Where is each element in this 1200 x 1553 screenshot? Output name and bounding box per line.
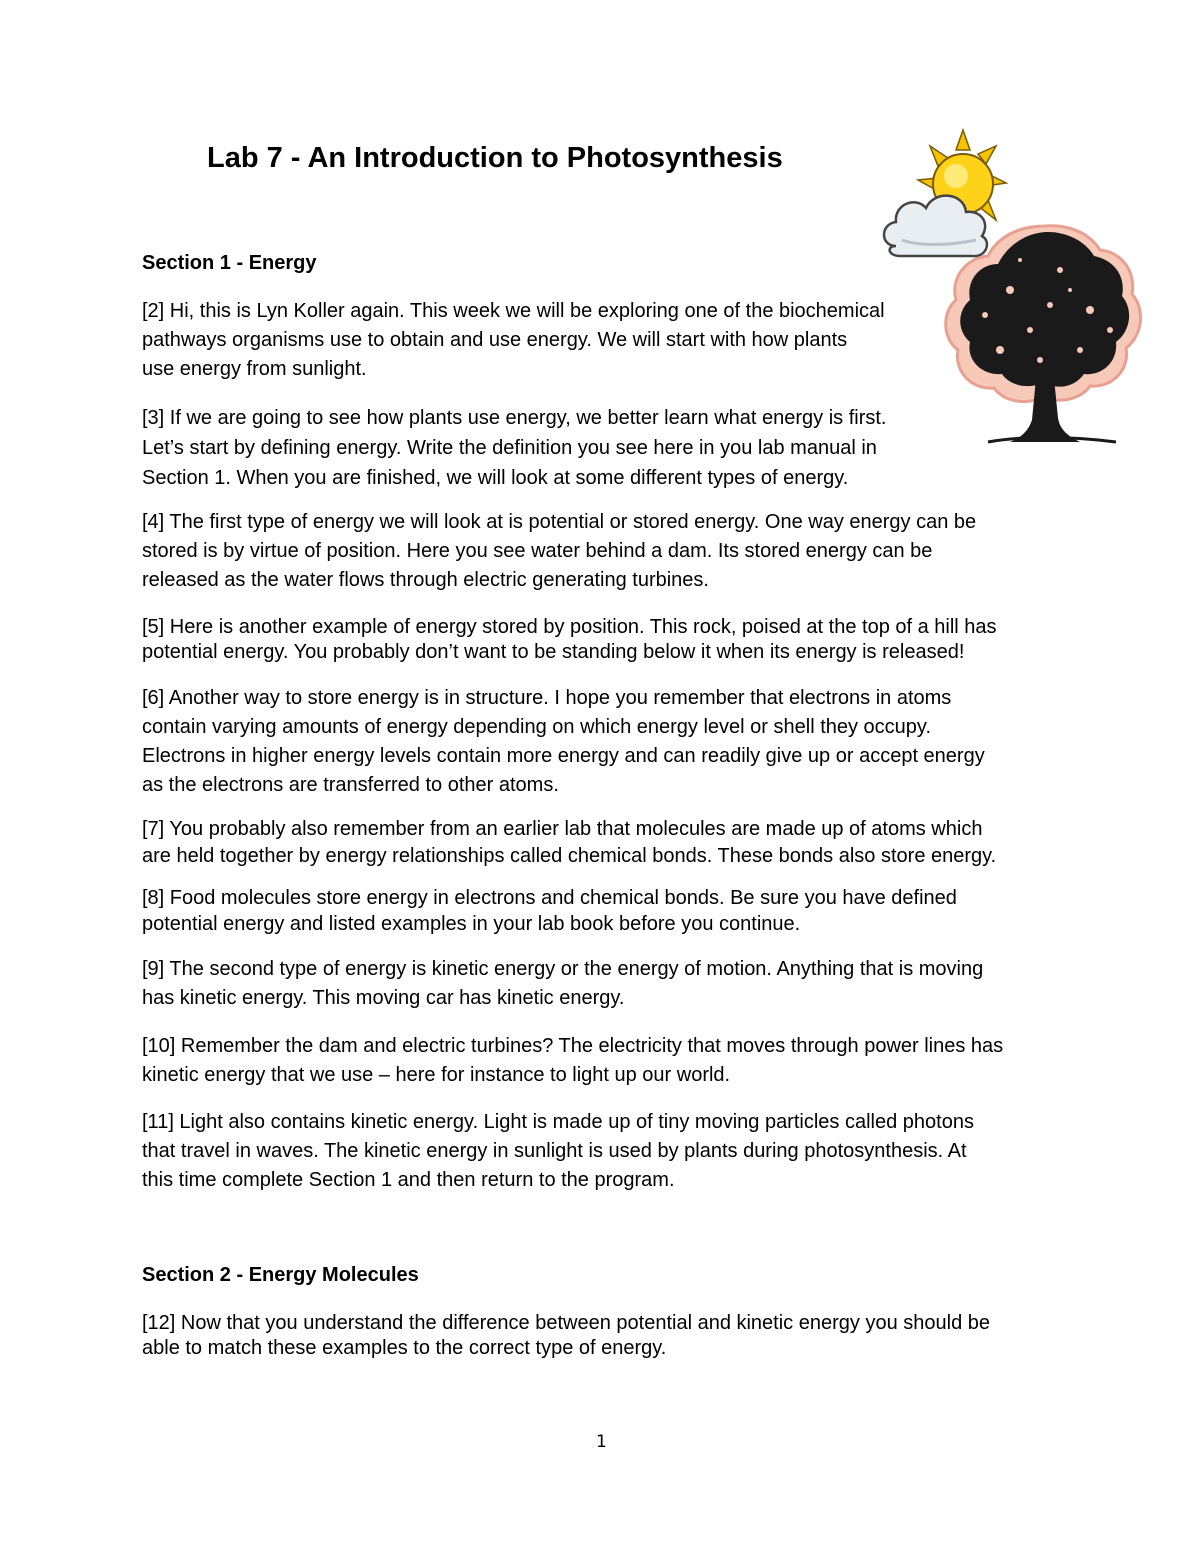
paragraph-line: [12] Now that you understand the difference between potential and kinetic energy you should be <box>142 1312 990 1334</box>
paragraph-line: contain varying amounts of energy depending on which energy level or shell they occupy. <box>142 716 931 738</box>
paragraph <box>142 297 962 384</box>
paragraph <box>142 1108 974 1195</box>
paragraph-line: [8] Food molecules store energy in electrons and chemical bonds. Be sure you have defined <box>142 887 957 909</box>
paragraph-line: Section 1. When you are finished, we will look at some different types of energy. <box>142 467 849 489</box>
paragraph <box>142 684 985 800</box>
paragraph-line: [2] Hi, this is Lyn Koller again. This week we will be exploring one of the biochemical <box>142 300 885 322</box>
tree-icon <box>940 220 1150 460</box>
paragraph-line: [9] The second type of energy is kinetic energy or the energy of motion. Anything that is moving <box>142 958 984 980</box>
paragraph <box>142 615 997 665</box>
paragraph-line: [7] You probably also remember from an earlier lab that molecules are made up of atoms which <box>142 818 983 840</box>
paragraph-line: this time complete Section 1 and then return to the program. <box>142 1169 675 1191</box>
paragraph-line: pathways organisms use to obtain and use energy. We will start with how plants <box>142 329 848 351</box>
paragraph-line: [3] If we are going to see how plants use energy, we better learn what energy is first. <box>142 407 887 429</box>
paragraph-line: kinetic energy that we use – here for instance to light up our world. <box>142 1064 731 1086</box>
paragraph-line: released as the water flows through electric generating turbines. <box>142 569 709 591</box>
paragraph-line: [11] Light also contains kinetic energy. Light is made up of tiny moving particles called photons <box>142 1111 974 1133</box>
section-heading: Section 2 - Energy Molecules <box>142 1264 419 1286</box>
paragraph-line: use energy from sunlight. <box>142 358 367 380</box>
paragraph-line: [10] Remember the dam and electric turbines? The electricity that moves through power lines has <box>142 1035 1004 1057</box>
page-number: 1 <box>596 1432 607 1452</box>
paragraph <box>142 955 983 1013</box>
paragraph-line: potential energy and listed examples in your lab book before you continue. <box>142 913 801 935</box>
paragraph <box>142 1032 1003 1090</box>
paragraph <box>142 403 962 493</box>
paragraph-line: are held together by energy relationships called chemical bonds. These bonds also store energy. <box>142 845 997 867</box>
paragraph-line: Electrons in higher energy levels contain more energy and can readily give up or accept energy <box>142 745 985 767</box>
paragraph <box>142 1311 990 1361</box>
paragraph <box>142 508 976 595</box>
paragraph-line: as the electrons are transferred to other atoms. <box>142 774 559 796</box>
paragraph-line: that travel in waves. The kinetic energy in sunlight is used by plants during photosynthesis. At <box>142 1140 967 1162</box>
paragraph <box>142 885 957 937</box>
paragraph-line: potential energy. You probably don’t want to be standing below it when its energy is released! <box>142 641 965 663</box>
page-title: Lab 7 - An Introduction to Photosynthesis <box>207 142 783 174</box>
paragraph <box>142 816 996 870</box>
paragraph-line: [4] The first type of energy we will look at is potential or stored energy. One way energy can be <box>142 511 977 533</box>
paragraph-line: stored is by virtue of position. Here you see water behind a dam. Its stored energy can be <box>142 540 933 562</box>
paragraph-line: [6] Another way to store energy is in structure. I hope you remember that electrons in atoms <box>142 687 952 709</box>
paragraph-line: has kinetic energy. This moving car has kinetic energy. <box>142 987 625 1009</box>
paragraph-line: [5] Here is another example of energy stored by position. This rock, poised at the top of a hill has <box>142 616 997 638</box>
paragraph-line: able to match these examples to the correct type of energy. <box>142 1337 667 1359</box>
section-heading: Section 1 - Energy <box>142 252 317 274</box>
paragraph-line: Let’s start by defining energy. Write the definition you see here in you lab manual in <box>142 437 877 459</box>
